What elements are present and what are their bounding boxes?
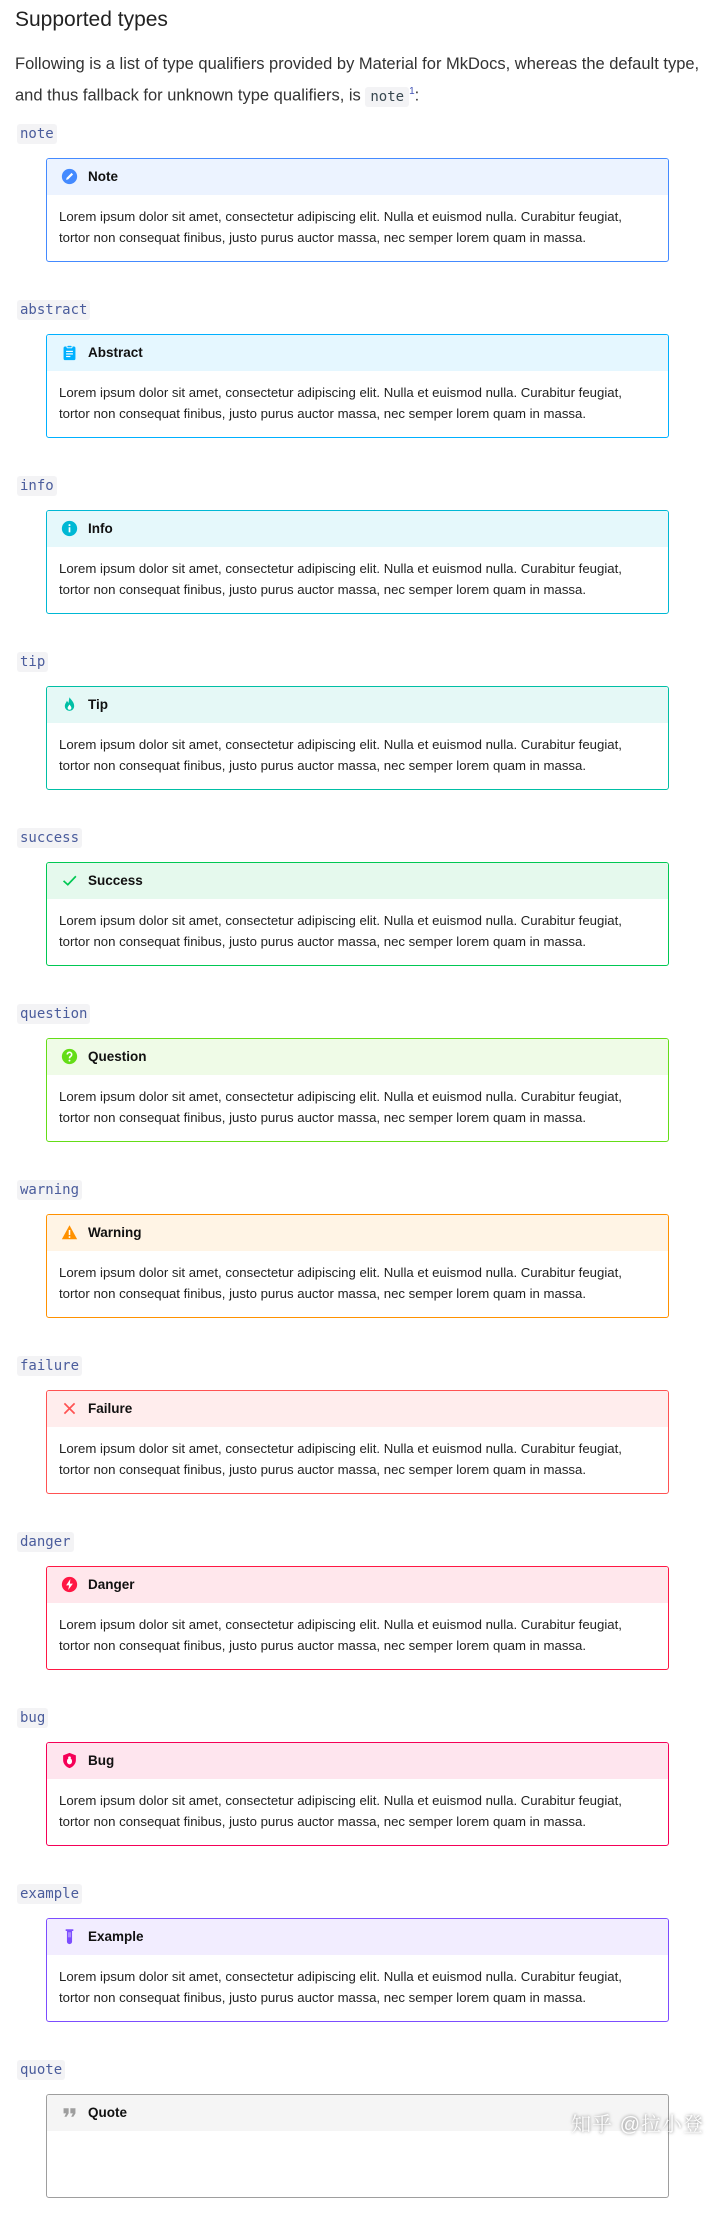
admonition-body: Lorem ipsum dolor sit amet, consectetur adipiscing elit. Nulla et euismod nulla. Curabitur feugiat, tortor non consequat finibus, justo purus auctor massa, nec semper lorem quam in massa. (59, 208, 622, 245)
type-qualifier-label: failure (17, 1356, 82, 1376)
info-icon (61, 520, 78, 537)
type-qualifier-label: quote (17, 2060, 65, 2080)
admonition-failure (46, 1390, 669, 1494)
type-section-tip (15, 652, 705, 828)
admonition-title-text: Success (88, 873, 143, 888)
admonition-bug (46, 1742, 669, 1846)
admonition-title-text: Danger (88, 1577, 135, 1592)
admonition-title (47, 1743, 668, 1779)
check-icon (61, 872, 78, 889)
footnote-link[interactable]: 1 (409, 86, 415, 97)
admonition-body: Lorem ipsum dolor sit amet, consectetur adipiscing elit. Nulla et euismod nulla. Curabitur feugiat, tortor non consequat finibus, justo purus auctor massa, nec semper lorem quam in massa. (59, 1264, 622, 1301)
type-section-danger (15, 1532, 705, 1708)
lightning-icon (61, 1576, 78, 1593)
admonition-body: Lorem ipsum dolor sit amet, consectetur adipiscing elit. Nulla et euismod nulla. Curabitur feugiat, tortor non consequat finibus, justo purus auctor massa, nec semper lorem quam in massa. (59, 1616, 622, 1653)
admonition-title (47, 687, 668, 723)
admonition-title (47, 863, 668, 899)
default-type-code: note (365, 87, 409, 107)
page-heading: Supported types (15, 8, 168, 31)
type-qualifier-label: info (17, 476, 57, 496)
admonition-title-text: Note (88, 169, 118, 184)
intro-text: Following is a list of type qualifiers provided by Material for MkDocs, whereas the default type, and thus fallback for unknown type qualifiers, is (15, 55, 700, 105)
admonition-title (47, 511, 668, 547)
type-section-success (15, 828, 705, 1004)
admonition-note (46, 158, 669, 262)
type-qualifier-label: abstract (17, 300, 90, 320)
admonition-title-text: Info (88, 521, 113, 536)
type-qualifier-label: warning (17, 1180, 82, 1200)
admonition-abstract (46, 334, 669, 438)
question-icon (61, 1048, 78, 1065)
admonition-title (47, 1919, 668, 1955)
admonition-body: Lorem ipsum dolor sit amet, consectetur adipiscing elit. Nulla et euismod nulla. Curabitur feugiat, tortor non consequat finibus, justo purus auctor massa, nec semper lorem quam in massa. (59, 1968, 622, 2005)
admonition-warning (46, 1214, 669, 1318)
flask-icon (61, 1928, 78, 1945)
admonition-title (47, 1039, 668, 1075)
admonition-example (46, 1918, 669, 2022)
shield-bug-icon (61, 1752, 78, 1769)
admonition-success (46, 862, 669, 966)
type-qualifier-label: note (17, 124, 57, 144)
pencil-icon (61, 168, 78, 185)
type-section-note (15, 124, 705, 300)
type-section-quote (15, 2060, 705, 2236)
admonition-title (47, 159, 668, 195)
types-list (15, 124, 705, 2236)
admonition-tip (46, 686, 669, 790)
type-qualifier-label: danger (17, 1532, 74, 1552)
flame-icon (61, 696, 78, 713)
admonition-title-text: Example (88, 1929, 144, 1944)
admonition-info (46, 510, 669, 614)
intro-paragraph (15, 51, 705, 111)
admonition-body: Lorem ipsum dolor sit amet, consectetur adipiscing elit. Nulla et euismod nulla. Curabitur feugiat, tortor non consequat finibus, justo purus auctor massa, nec semper lorem quam in massa. (59, 1088, 622, 1125)
admonition-title (47, 1391, 668, 1427)
quote-icon (61, 2104, 78, 2121)
clipboard-icon (61, 344, 78, 361)
type-section-info (15, 476, 705, 652)
intro-text-end: : (414, 86, 420, 105)
watermark: 知乎 @拉小登 (571, 2114, 704, 2136)
type-section-abstract (15, 300, 705, 476)
admonition-title-text: Quote (88, 2105, 127, 2120)
admonition-title-text: Bug (88, 1753, 115, 1768)
admonition-title (47, 1215, 668, 1251)
type-section-bug (15, 1708, 705, 1884)
type-section-example (15, 1884, 705, 2060)
admonition-danger (46, 1566, 669, 1670)
type-qualifier-label: question (17, 1004, 90, 1024)
type-qualifier-label: bug (17, 1708, 48, 1728)
admonition-title (47, 1567, 668, 1603)
admonition-title-text: Tip (88, 697, 108, 712)
type-qualifier-label: tip (17, 652, 48, 672)
admonition-body: Lorem ipsum dolor sit amet, consectetur adipiscing elit. Nulla et euismod nulla. Curabitur feugiat, tortor non consequat finibus, justo purus auctor massa, nec semper lorem quam in massa. (59, 560, 622, 597)
alert-icon (61, 1224, 78, 1241)
admonition-title-text: Question (88, 1049, 147, 1064)
admonition-title (47, 335, 668, 371)
type-qualifier-label: success (17, 828, 82, 848)
admonition-body: Lorem ipsum dolor sit amet, consectetur adipiscing elit. Nulla et euismod nulla. Curabitur feugiat, tortor non consequat finibus, justo purus auctor massa, nec semper lorem quam in massa. (59, 1792, 622, 1829)
type-section-warning (15, 1180, 705, 1356)
admonition-title-text: Abstract (88, 345, 143, 360)
admonition-title-text: Failure (88, 1401, 133, 1416)
admonition-body: Lorem ipsum dolor sit amet, consectetur adipiscing elit. Nulla et euismod nulla. Curabitur feugiat, tortor non consequat finibus, justo purus auctor massa, nec semper lorem quam in massa. (59, 736, 622, 773)
type-section-failure (15, 1356, 705, 1532)
admonition-body: Lorem ipsum dolor sit amet, consectetur adipiscing elit. Nulla et euismod nulla. Curabitur feugiat, tortor non consequat finibus, justo purus auctor massa, nec semper lorem quam in massa. (59, 384, 622, 421)
cross-icon (61, 1400, 78, 1417)
admonition-question (46, 1038, 669, 1142)
admonition-body: Lorem ipsum dolor sit amet, consectetur adipiscing elit. Nulla et euismod nulla. Curabitur feugiat, tortor non consequat finibus, justo purus auctor massa, nec semper lorem quam in massa. (59, 1440, 622, 1477)
type-section-question (15, 1004, 705, 1180)
admonition-body: Lorem ipsum dolor sit amet, consectetur adipiscing elit. Nulla et euismod nulla. Curabitur feugiat, tortor non consequat finibus, justo purus auctor massa, nec semper lorem quam in massa. (59, 912, 622, 949)
admonition-title-text: Warning (88, 1225, 142, 1240)
type-qualifier-label: example (17, 1884, 82, 1904)
